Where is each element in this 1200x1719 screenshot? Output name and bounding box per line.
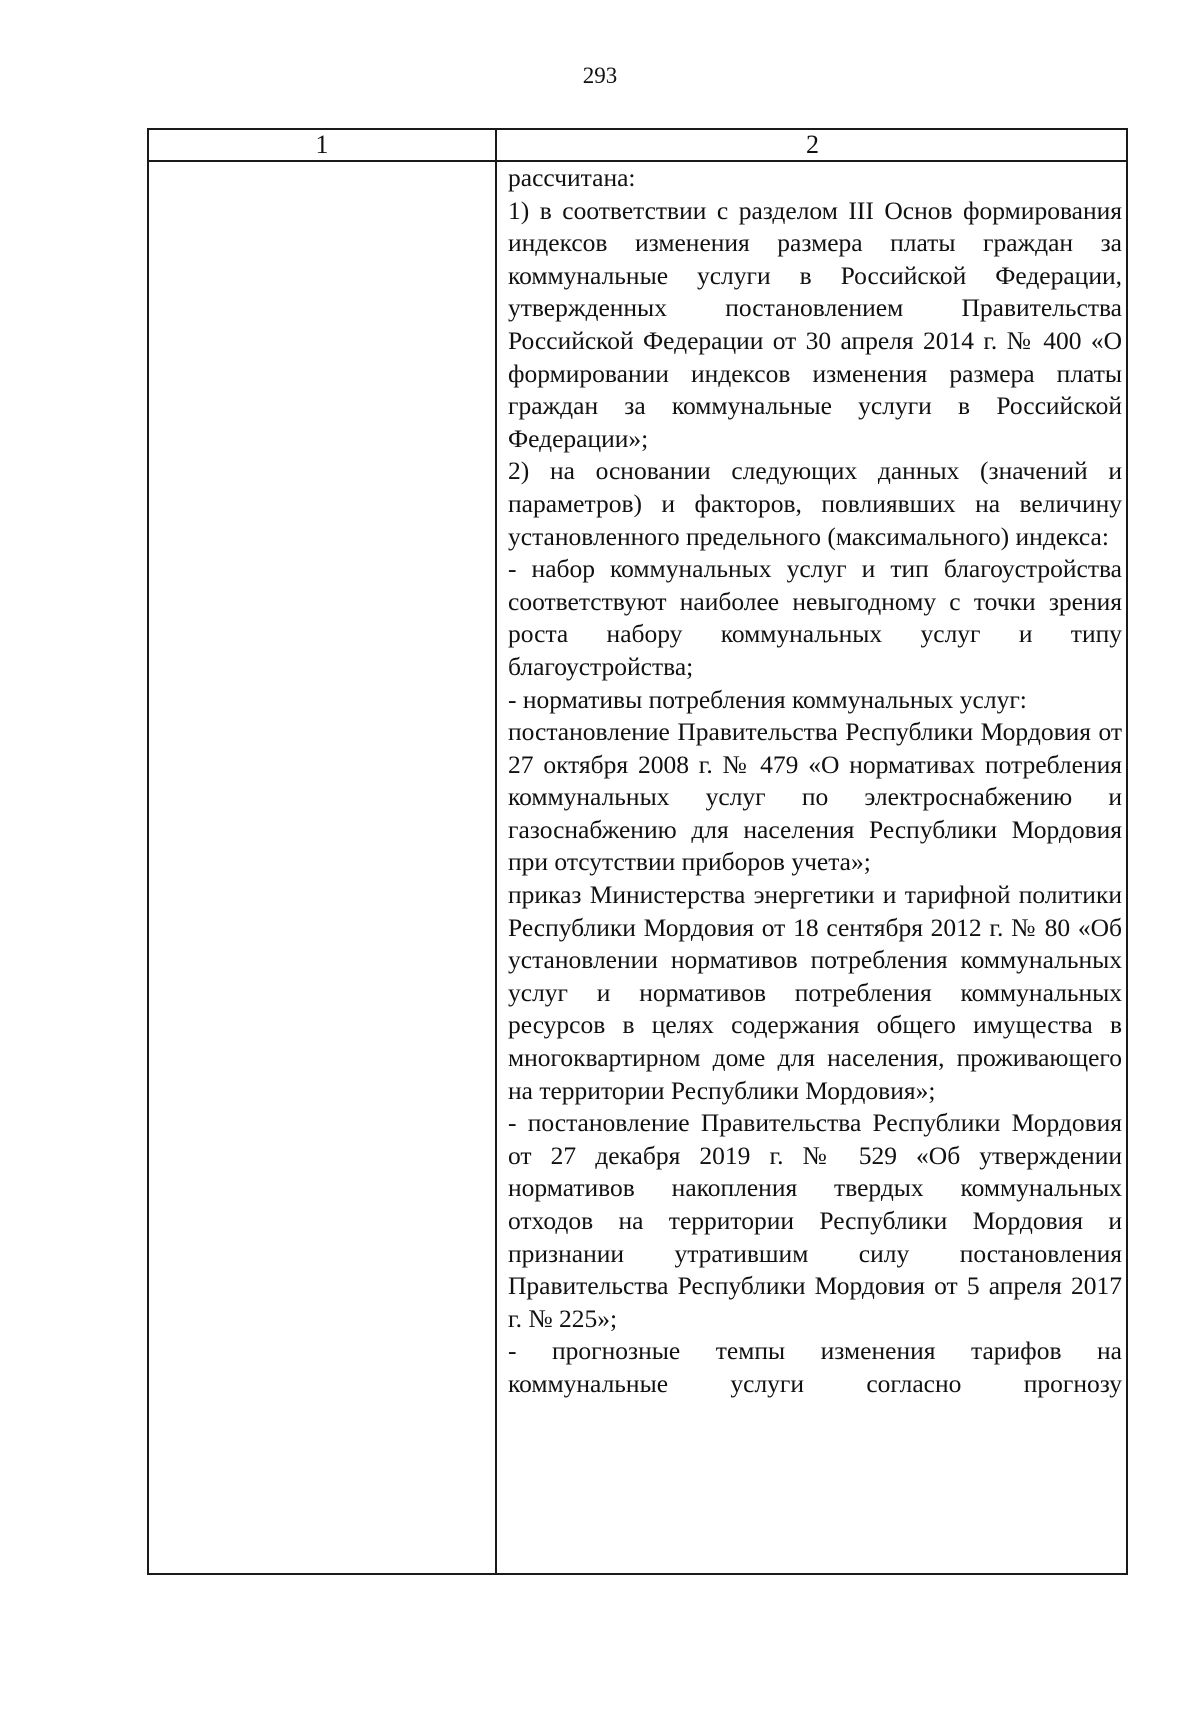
paragraph-bullet-set: - набор коммунальных услуг и тип благоустройства соответствуют наиболее невыгодному с точки зрения роста набору коммунальных услуг и типу благоустройства; [508,554,1122,681]
paragraph-bullet-norms: - нормативы потребления коммунальных услуг: [508,684,1027,714]
paragraph-resolution-529: - постановление Правительства Республики Мордовия от 27 декабря 2019 г. № 529 «Об утверждении нормативов накопления твердых коммунальных отходов на территории Республики Мордовия и признании утратившим силу постановления Правительства Республики Мордовия от 5 апреля 2017 г. № 225»; [508,1108,1122,1333]
paragraph-item-2: 2) на основании следующих данных (значений и параметров) и факторов, повлиявших на величину установленного предельного (максимального) индекса: [508,456,1122,551]
paragraph-bullet-forecast: - прогнозные темпы изменения тарифов на коммунальные услуги согласно прогнозу [508,1336,1122,1398]
paragraph-intro: рассчитана: [508,163,636,192]
paragraph-resolution-479: постановление Правительства Республики Мордовия от 27 октября 2008 г. № 479 «О нормативах потребления коммунальных услуг по электроснабжению и газоснабжению для населения Республики Мордовия при отсутствии приборов учета»; [508,717,1122,877]
column-2-cell [508,162,1122,1401]
column-header-2: 2 [806,130,819,159]
page-number: 293 [582,63,618,88]
paragraph-item-1: 1) в соответствии с разделом III Основ формирования индексов изменения размера платы граждан за коммунальные услуги в Российской Федерации, утвержденных постановлением Правительства Российской Федерации от 30 апреля 2014 г. № 400 «О формировании индексов изменения размера платы граждан за коммунальные услуги в Российской Федерации»; [508,195,1122,453]
column-divider [495,130,497,1573]
paragraph-order-80: приказ Министерства энергетики и тарифной политики Республики Мордовия от 18 сентября 2012 г. № 80 «Об установлении нормативов потребления коммунальных услуг и нормативов потребления коммунальных ресурсов в целях содержания общего имущества в многоквартирном доме для населения, проживающего на территории Республики Мордовия»; [508,880,1122,1105]
data-table [147,128,1128,1575]
column-header-1: 1 [315,130,329,159]
table-header-row [149,130,1126,162]
